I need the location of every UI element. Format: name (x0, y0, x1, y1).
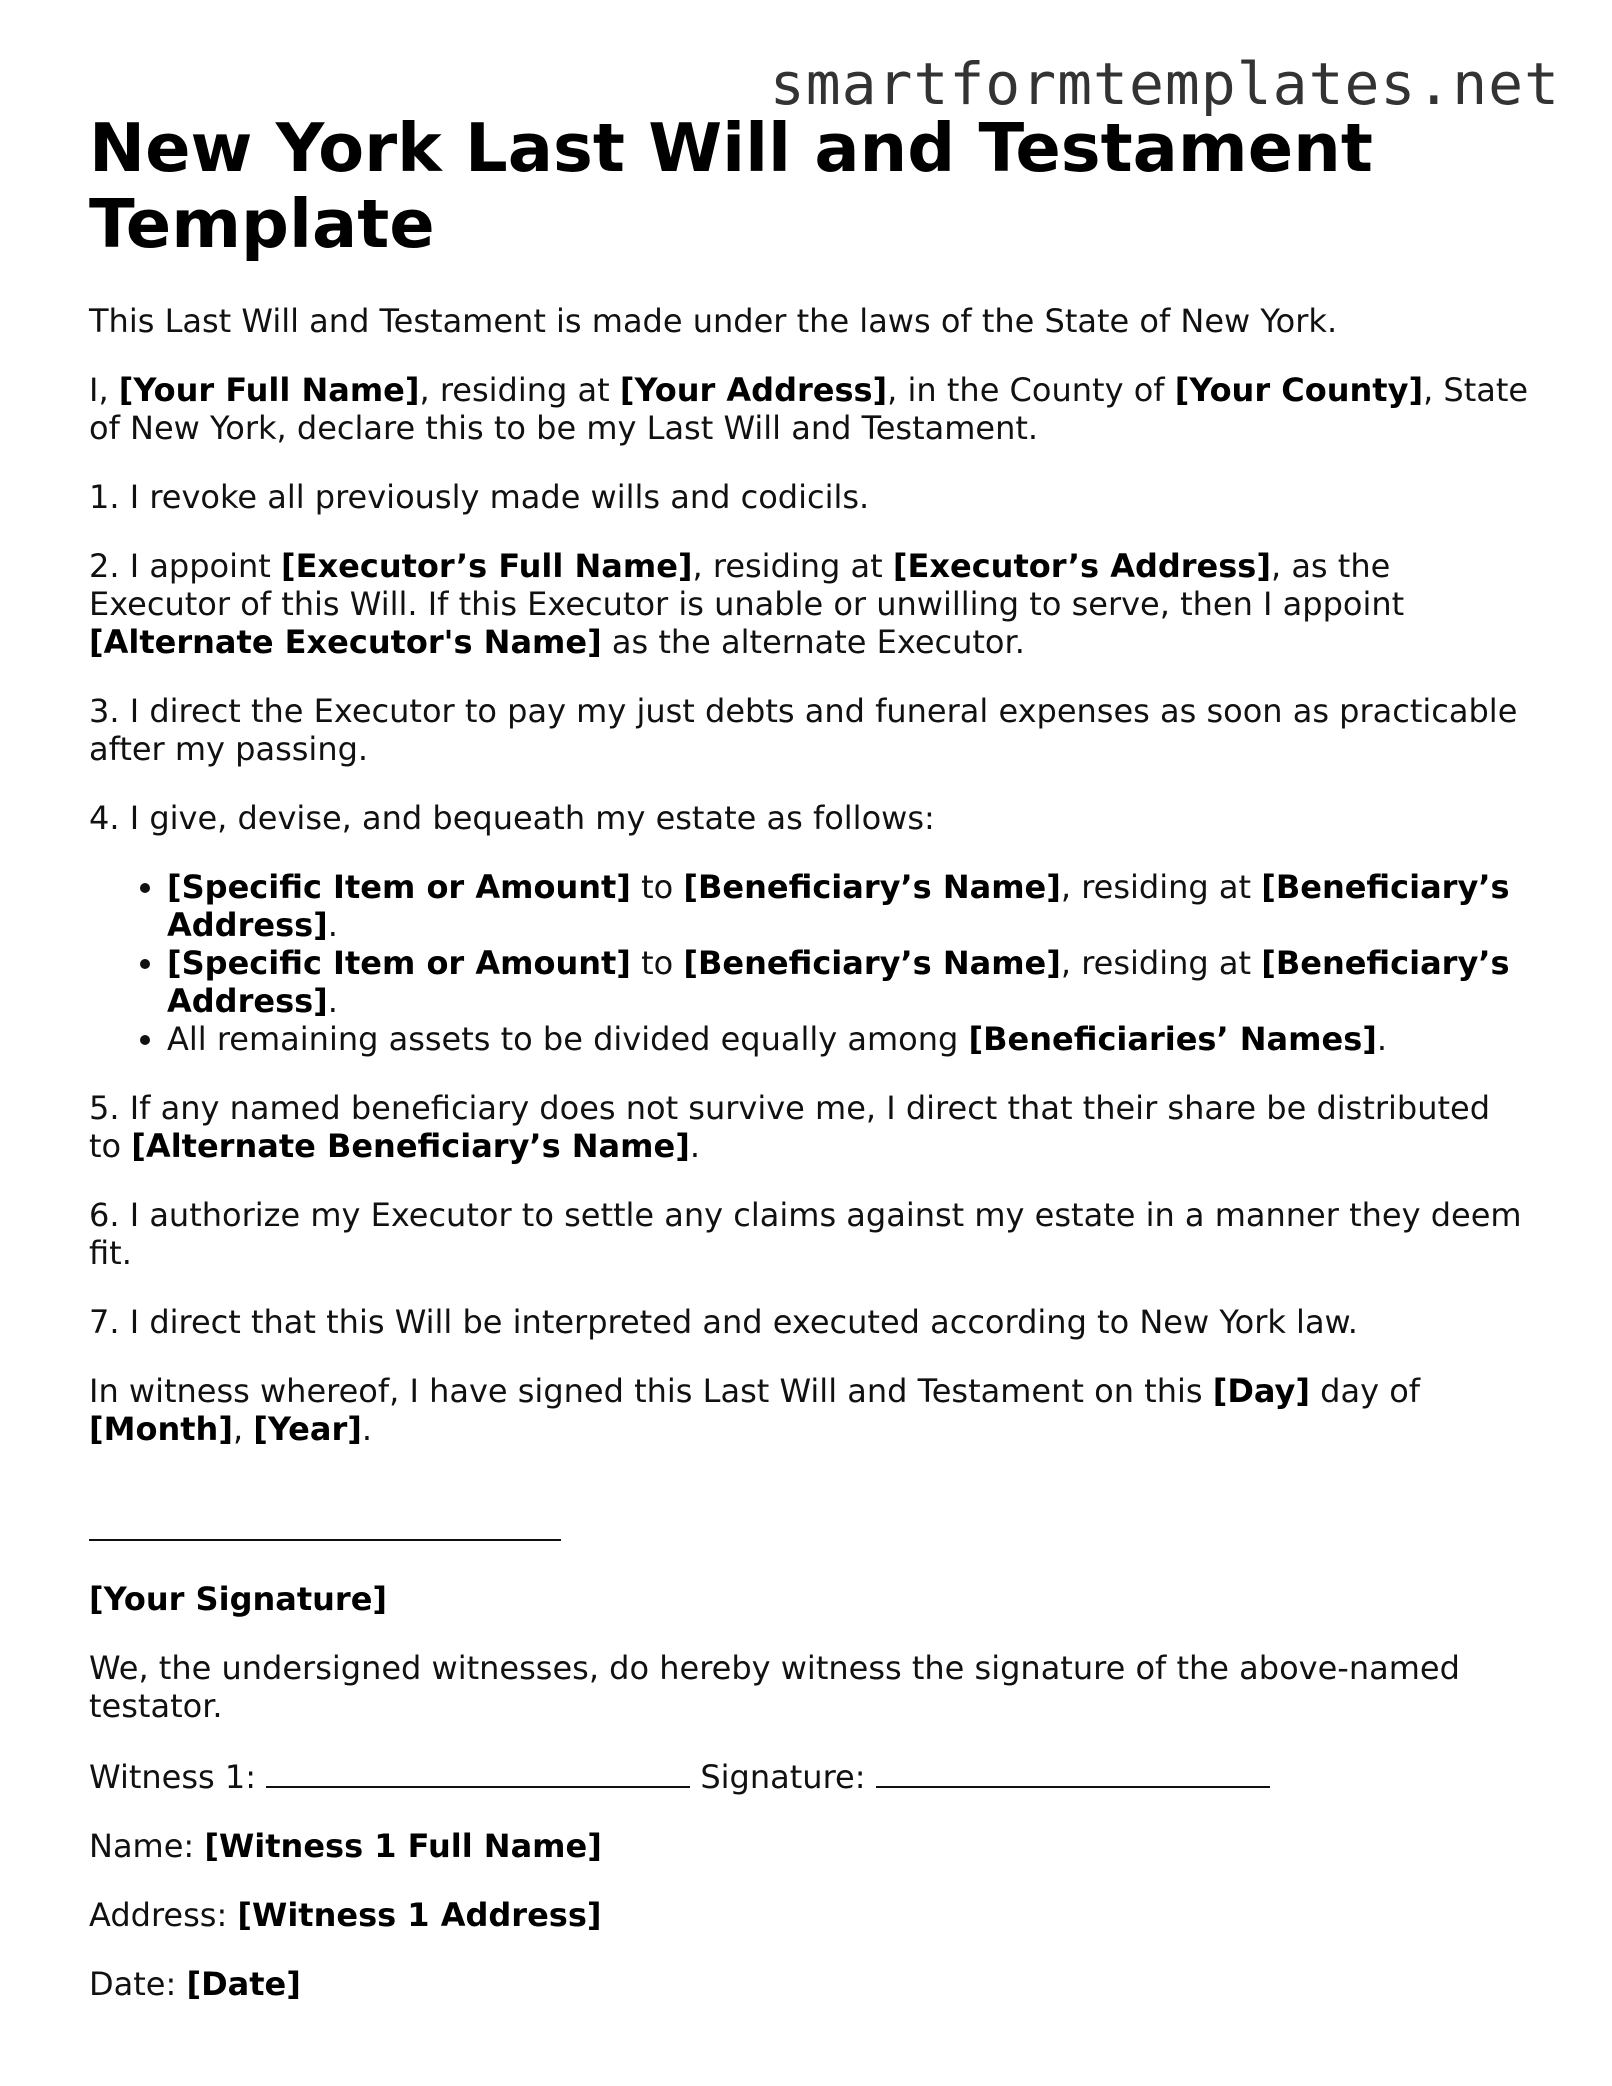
placeholder-your-signature: [Your Signature] (89, 1580, 388, 1618)
placeholder-executor-name: [Executor’s Full Name] (281, 547, 693, 585)
watermark: smartformtemplates.net (769, 50, 1560, 118)
clause-7: 7. I direct that this Will be interpreted and executed according to New York law. (89, 1303, 1358, 1341)
witness-1-address (89, 1896, 1529, 1934)
bequest-text: . (1376, 1020, 1388, 1058)
clause-1: 1. I revoke all previously made wills and codicils. (89, 478, 870, 516)
witness-1-label: Witness 1: (89, 1758, 256, 1796)
placeholder-beneficiary-address: [Beneficiary’s Address] (167, 868, 1510, 944)
clause-text: day of (1309, 1372, 1421, 1410)
declaration-text: , residing at (419, 371, 620, 409)
clause-text: , as the Executor of this Will. If this Executor is unable or unwilling to serve, then I appoint (89, 547, 1405, 623)
clause-2 (89, 547, 1529, 661)
declaration-text: , in the County of (887, 371, 1175, 409)
clause-text: , (232, 1410, 254, 1448)
placeholder-beneficiary-address: [Beneficiary’s Address] (167, 944, 1510, 1020)
placeholder-item-amount: [Specific Item or Amount] (167, 868, 631, 906)
bequest-text: to (630, 944, 684, 982)
placeholder-witness-address: [Witness 1 Address] (237, 1896, 602, 1934)
testator-signature-line-row (89, 1509, 1529, 1549)
witness-1-row (89, 1756, 1529, 1796)
placeholder-address: [Your Address] (619, 371, 888, 409)
clause-3: 3. I direct the Executor to pay my just debts and funeral expenses as soon as practicable after my passing. (89, 692, 1518, 768)
clause-4: 4. I give, devise, and bequeath my estate as follows: (89, 799, 935, 837)
placeholder-beneficiary-name: [Beneficiary’s Name] (683, 944, 1061, 982)
placeholder-county: [Your County] (1174, 371, 1424, 409)
witness-1-name (89, 1827, 1529, 1865)
bequest-item (167, 1020, 1529, 1058)
clause-text: In witness whereof, I have signed this Last Will and Testament on this (89, 1372, 1213, 1410)
testator-signature-line[interactable] (89, 1509, 561, 1541)
declaration-text: , State of New York, declare this to be my Last Will and Testament. (89, 371, 1529, 447)
bequest-text: . (327, 906, 338, 944)
clause-text: . (361, 1410, 373, 1448)
placeholder-beneficiary-name: [Beneficiary’s Name] (683, 868, 1061, 906)
witness-address-label: Address: (89, 1896, 238, 1934)
bequest-item (167, 868, 1529, 944)
bequest-text: . (327, 982, 338, 1020)
placeholder-day: [Day] (1212, 1372, 1310, 1410)
declaration-paragraph (89, 371, 1529, 447)
placeholder-alternate-beneficiary: [Alternate Beneficiary’s Name] (131, 1127, 690, 1165)
bequest-list (89, 868, 1529, 1058)
document-title: New York Last Will and Testament Template (89, 109, 1373, 263)
placeholder-full-name: [Your Full Name] (118, 371, 420, 409)
placeholder-item-amount: [Specific Item or Amount] (167, 944, 631, 982)
clause-text: 2. I appoint (89, 547, 282, 585)
clause-6: 6. I authorize my Executor to settle any claims against my estate in a manner they deem fit. (89, 1196, 1522, 1272)
clause-text: , residing at (692, 547, 893, 585)
clause-text: 5. If any named beneficiary does not survive me, I direct that their share be distributed to (89, 1089, 1491, 1165)
witness-1-line[interactable] (266, 1756, 690, 1788)
clause-text: as the alternate Executor. (601, 623, 1025, 661)
placeholder-witness-name: [Witness 1 Full Name] (204, 1827, 602, 1865)
witness-1-signature-label: Signature: (700, 1758, 866, 1796)
witness-clause (89, 1372, 1529, 1448)
witness-1-signature-line[interactable] (876, 1756, 1270, 1788)
intro-paragraph: This Last Will and Testament is made under the laws of the State of New York. (89, 302, 1338, 340)
placeholder-alternate-executor: [Alternate Executor's Name] (89, 623, 602, 661)
witness-name-label: Name: (89, 1827, 205, 1865)
bequest-text: to (630, 868, 684, 906)
witness-date-label: Date: (89, 1965, 187, 2003)
placeholder-witness-date: [Date] (186, 1965, 301, 2003)
bequest-text: All remaining assets to be divided equally among (167, 1020, 969, 1058)
declaration-text: I, (89, 371, 119, 409)
placeholder-year: [Year] (253, 1410, 362, 1448)
bequest-item (167, 944, 1529, 1020)
bequest-text: , residing at (1060, 944, 1262, 982)
witness-1-date (89, 1965, 1529, 2003)
placeholder-month: [Month] (89, 1410, 233, 1448)
clause-5 (89, 1089, 1529, 1165)
placeholder-executor-address: [Executor’s Address] (892, 547, 1271, 585)
witness-statement: We, the undersigned witnesses, do hereby witness the signature of the above-named testator. (89, 1649, 1460, 1725)
bequest-text: , residing at (1060, 868, 1262, 906)
document-body (89, 110, 1529, 2034)
your-signature-label (89, 1580, 1529, 1618)
placeholder-beneficiaries-names: [Beneficiaries’ Names] (968, 1020, 1377, 1058)
clause-text: . (689, 1127, 700, 1165)
